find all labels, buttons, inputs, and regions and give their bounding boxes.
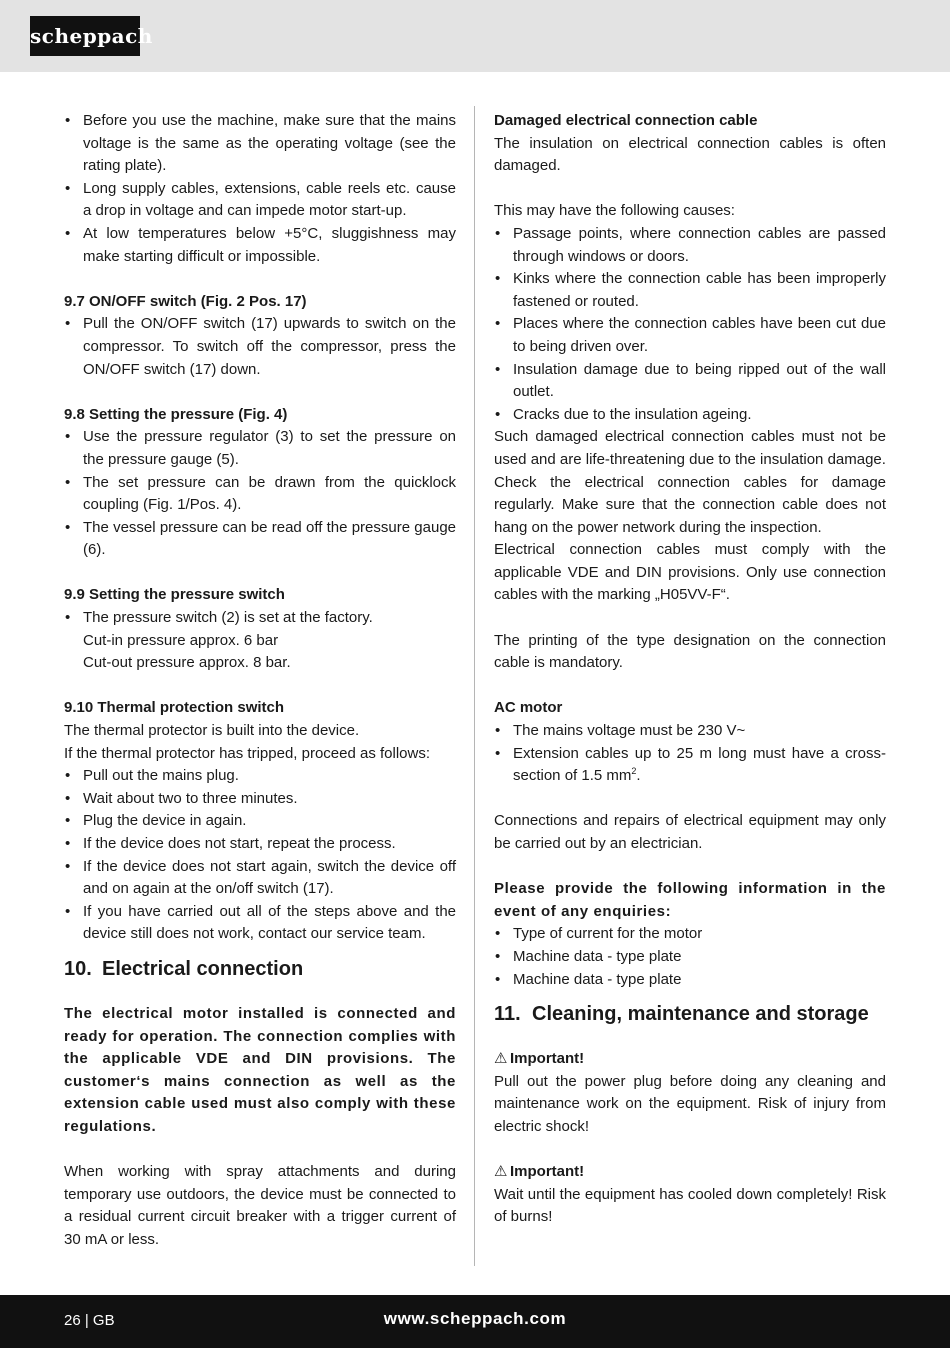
paragraph: Electrical connection cables must comply with the applicable VDE and DIN provisions. Only use connection cables with the marking „H05VV-F“. <box>494 541 886 604</box>
list-item: • Kinks where the connection cable has been improperly fastened or routed. <box>495 270 886 310</box>
header-bar <box>0 0 950 72</box>
list-item: • Pull out the mains plug. <box>65 767 239 785</box>
paragraph: This may have the following causes: <box>494 202 735 220</box>
list-item: • At low temperatures below +5°C, sluggishness may make starting difficult or impossible. <box>65 224 456 265</box>
list-9-10 <box>64 765 456 946</box>
paragraph: Such damaged electrical connection cables must not be used and are life-threatening due to the insulation damage. <box>494 428 886 468</box>
list-9-7 <box>64 313 456 381</box>
list-item: • Before you use the machine, make sure that the mains voltage is the same as the operating voltage (see the rating plate). <box>65 112 456 175</box>
list-item: • Extension cables up to 25 m long must have a cross-section of 1.5 $mm^2$. <box>495 744 886 785</box>
warning-heading: ⚠ Important! <box>494 1161 886 1184</box>
list-item: • Cracks due to the insulation ageing. <box>495 405 752 423</box>
warning-heading: ⚠ Important! <box>494 1048 886 1071</box>
heading-9-9: 9.9 Setting the pressure switch <box>64 586 285 604</box>
list-item: • The pressure switch (2) is set at the factory. <box>65 609 373 627</box>
list-item: • Machine data - type plate <box>495 947 682 965</box>
scheppach-logo: scheppach <box>30 16 140 56</box>
left-column <box>64 110 456 1252</box>
heading-9-10: 9.10 Thermal protection switch <box>64 699 285 717</box>
cut-out-pressure: Cut-out pressure approx. 8 bar. <box>83 654 291 672</box>
list-9-9 <box>64 607 456 630</box>
paragraph: Wait until the equipment has cooled down completely! Risk of burns! <box>494 1185 886 1226</box>
paragraph: The printing of the type designation on the connection cable is mandatory. <box>494 631 886 672</box>
paragraph: The thermal protector is built into the device. <box>64 722 360 740</box>
heading-9-7: 9.7 ON/OFF switch (Fig. 2 Pos. 17) <box>64 292 307 310</box>
list-item: • If the device does not start, repeat the process. <box>65 835 396 852</box>
list-item: • The vessel pressure can be read off the pressure gauge (6). <box>65 518 456 559</box>
list-item: • Insulation damage due to being ripped out of the wall outlet. <box>495 360 886 401</box>
warning-icon: ⚠ <box>494 1050 508 1068</box>
list-item: • Machine data - type plate <box>495 970 682 988</box>
paragraph: Connections and repairs of electrical equipment may only be carried out by an electrician. <box>494 812 886 852</box>
warning-icon: ⚠ <box>494 1163 508 1181</box>
paragraph: If the thermal protector has tripped, proceed as follows: <box>64 744 431 762</box>
cut-in-pressure: Cut-in pressure approx. 6 bar <box>83 631 279 649</box>
list-item: • Use the pressure regulator (3) to set the pressure on the pressure gauge (5). <box>65 428 456 468</box>
list-item: • Passage points, where connection cables are passed through windows or doors. <box>495 224 886 265</box>
list-item: • The mains voltage must be 230 V~ <box>495 722 746 740</box>
website-link[interactable]: www.scheppach.com <box>383 1309 567 1328</box>
paragraph: Pull out the power plug before doing any cleaning and maintenance work on the equipment. Risk of injury from electric shock! <box>494 1072 886 1135</box>
list-item: • The set pressure can be drawn from the quicklock coupling (Fig. 1/Pos. 4). <box>65 473 456 514</box>
list-item: • If the device does not start again, switch the device off and on again at the on/off switch (17). <box>65 857 456 898</box>
paragraph: The insulation on electrical connection cables is often damaged. <box>494 134 886 175</box>
list-item: • If you have carried out all of the steps above and the device still does not work, contact our service team. <box>65 902 456 943</box>
paragraph: Check the electrical connection cables for damage regularly. Make sure that the connection cable does not hang on the power network during the inspection. <box>494 473 886 536</box>
page-number: 26 | GB <box>64 1312 115 1329</box>
list-item: • Wait about two to three minutes. <box>65 789 298 807</box>
column-divider <box>474 106 475 1266</box>
list-item: • Pull the ON/OFF switch (17) upwards to switch on the compressor. To switch off the compressor, press the ON/OFF switch (17) down. <box>65 315 456 378</box>
list-item: • Plug the device in again. <box>65 812 247 830</box>
list-item: • Places where the connection cables have been cut due to being driven over. <box>495 315 886 355</box>
intro-list <box>64 110 456 268</box>
heading-ac-motor: AC motor <box>494 699 563 717</box>
paragraph: When working with spray attachments and during temporary use outdoors, the device must be connected to a residual current circuit breaker with a trigger current of 30 mA or less. <box>64 1163 456 1248</box>
ac-motor-list <box>494 720 886 788</box>
footer-bar <box>0 1295 950 1348</box>
heading-damaged-cable: Damaged electrical connection cable <box>494 112 758 129</box>
causes-list <box>494 223 886 426</box>
section-title-11: 11. Cleaning, maintenance and storage <box>494 1003 869 1026</box>
section-title-10: 10. Electrical connection <box>64 957 304 980</box>
list-item: • Long supply cables, extensions, cable reels etc. cause a drop in voltage and can impede motor start-up. <box>65 179 456 220</box>
enquiries-heading: Please provide the following information in the event of any enquiries: <box>494 880 886 920</box>
list-item: • Type of current for the motor <box>495 925 703 943</box>
electrical-lead-paragraph: The electrical motor installed is connected and ready for operation. The connection complies with the applicable VDE and DIN provisions. The customer‘s mains connection as well as the extension cable used must also comply with these regulations. <box>64 1004 456 1135</box>
enquiries-list <box>494 923 886 991</box>
list-9-8 <box>64 426 456 562</box>
heading-9-8: 9.8 Setting the pressure (Fig. 4) <box>64 405 288 423</box>
right-column <box>494 110 886 1229</box>
